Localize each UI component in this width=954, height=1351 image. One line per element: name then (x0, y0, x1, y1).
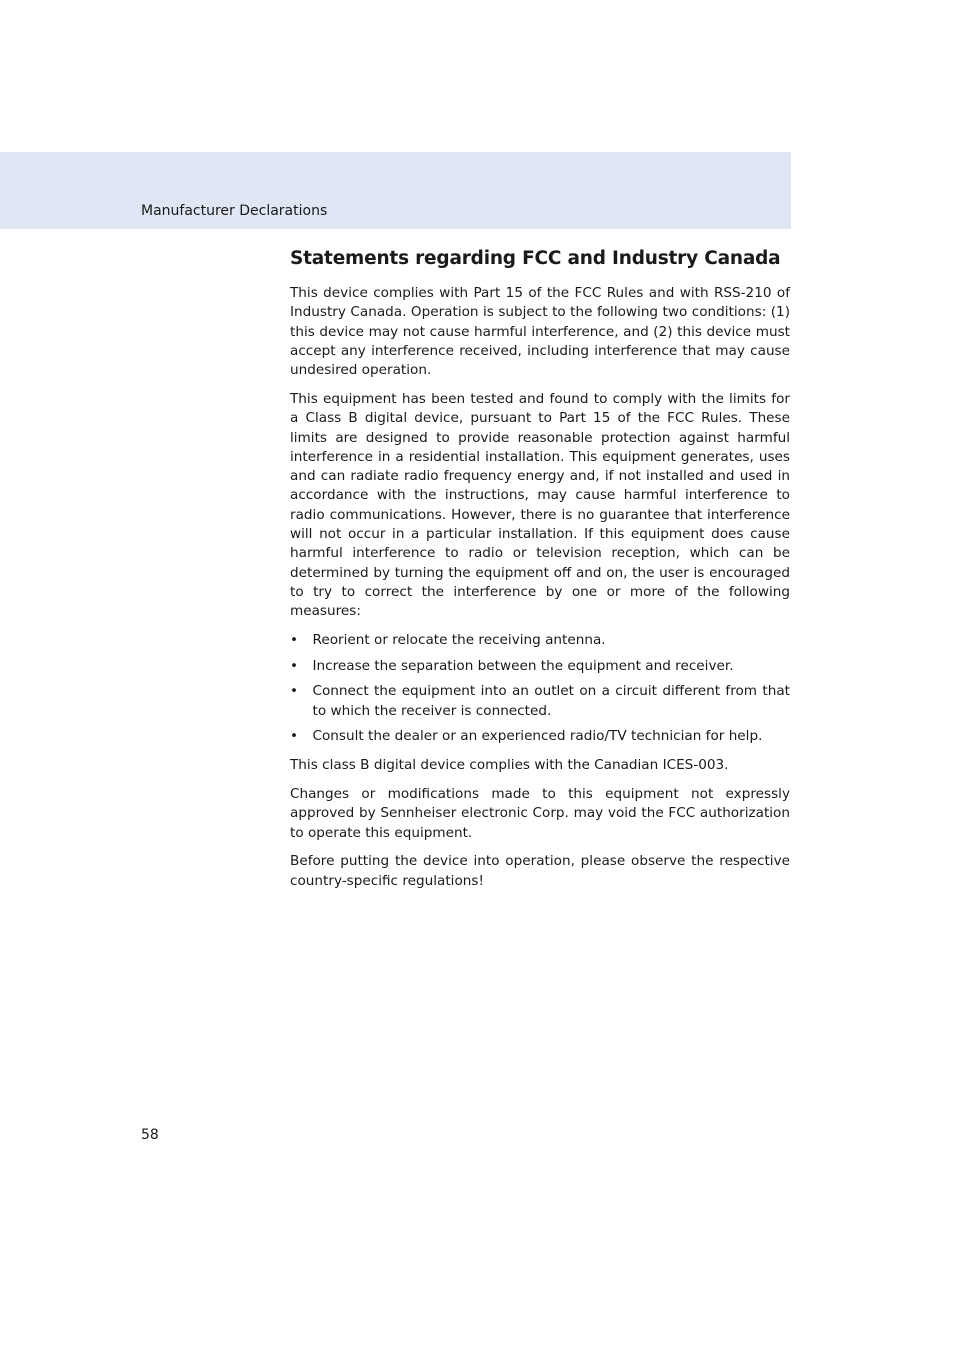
paragraph-compliance: This device complies with Part 15 of the FCC Rules and with RSS-210 of Industry Canada. Operation is subject to the following two conditions: (1) this device may not cause harmful interference, and (2) this device must accept any interference received, including interference that may cause undesired operation. (290, 285, 790, 379)
paragraph-regulations: Before putting the device into operation, please observe the respective country-specific regulations! (290, 853, 790, 889)
list-item (290, 631, 790, 650)
section-label: Manufacturer Declarations (141, 203, 328, 219)
list-item-text: Connect the equipment into an outlet on a circuit different from that to which the receiver is connected. (312, 683, 790, 719)
bullet-icon: • (290, 728, 299, 745)
list-item-text: Consult the dealer or an experienced radio/TV technician for help. (312, 728, 763, 745)
header-band (0, 152, 791, 229)
measures-list (290, 631, 790, 747)
list-item-text: Reorient or relocate the receiving antenna. (312, 632, 606, 649)
bullet-icon: • (290, 683, 299, 700)
page-number: 58 (141, 1127, 159, 1143)
list-item (290, 727, 790, 746)
paragraph-ices: This class B digital device complies with the Canadian ICES-003. (290, 757, 729, 774)
paragraph-modifications: Changes or modifications made to this equipment not expressly approved by Sennheiser electronic Corp. may void the FCC authorization to operate this equipment. (290, 786, 790, 841)
bullet-icon: • (290, 632, 299, 649)
list-item (290, 657, 790, 676)
list-item-text: Increase the separation between the equipment and receiver. (312, 657, 734, 674)
paragraph-class-b-testing: This equipment has been tested and found to comply with the limits for a Class B digital device, pursuant to Part 15 of the FCC Rules. These limits are designed to provide reasonable protection against harmful interference in a residential installation. This equipment generates, uses and can radiate radio frequency energy and, if not installed and used in accordance with the instructions, may cause harmful interference to radio communications. However, there is no guarantee that interference will not occur in a particular installation. If this equipment does cause harmful interference to radio or television reception, which can be determined by turning the equipment off and on, the user is encouraged to try to correct the interference by one or more of the following measures: (290, 390, 790, 620)
page-heading: Statements regarding FCC and Industry Canada (290, 248, 781, 269)
bullet-icon: • (290, 657, 299, 674)
main-content (290, 247, 790, 900)
list-item (290, 682, 790, 721)
